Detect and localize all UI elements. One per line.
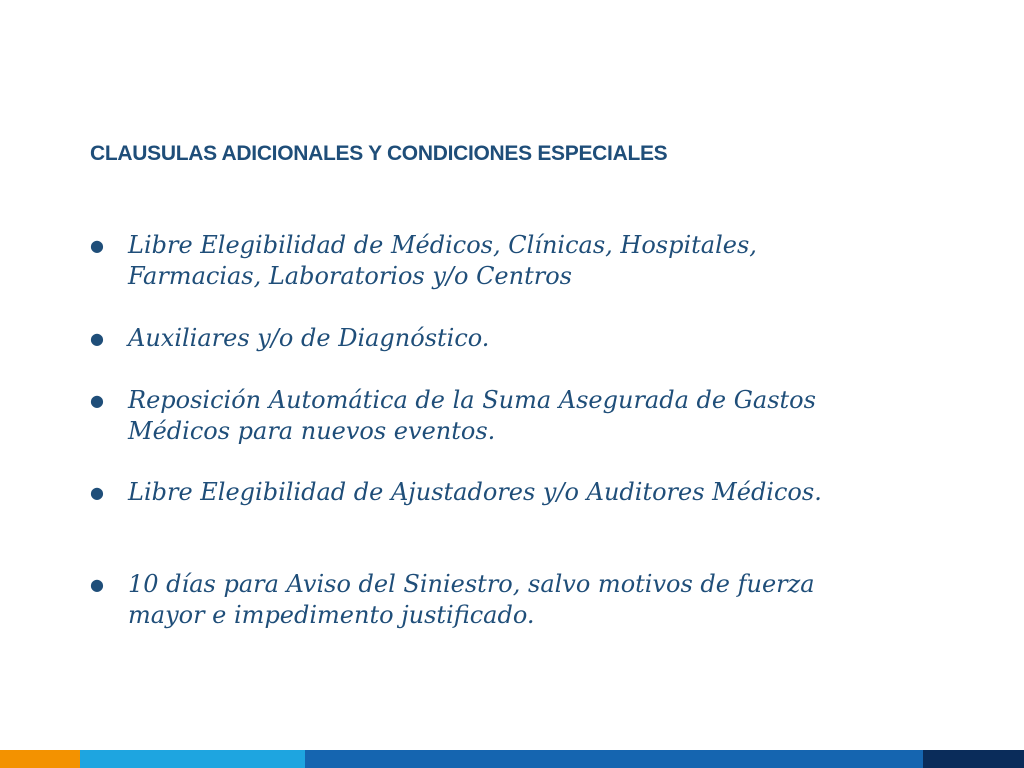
bullet-icon: ● — [90, 236, 104, 255]
list-item — [90, 323, 910, 354]
list-item — [90, 477, 910, 508]
bullet-icon: ● — [90, 575, 104, 594]
footer-bar-dark-blue-segment — [923, 750, 1024, 768]
footer-bar-light-blue-segment — [80, 750, 305, 768]
bullet-icon: ● — [90, 329, 104, 348]
bullet-text: Auxiliares y/o de Diagnóstico. — [128, 324, 490, 352]
list-item — [90, 569, 910, 631]
bullet-icon: ● — [90, 483, 104, 502]
bullet-text: 10 días para Aviso del Siniestro, salvo motivos de fuerza mayor e impedimento justificado. — [128, 570, 815, 629]
bullet-text: Libre Elegibilidad de Médicos, Clínicas, Hospitales, Farmacias, Laboratorios y/o Centros — [128, 231, 757, 290]
bullet-icon: ● — [90, 391, 104, 410]
bullet-text: Reposición Automática de la Suma Asegurada de Gastos Médicos para nuevos eventos. — [128, 386, 816, 445]
footer-bar-blue-segment — [305, 750, 923, 768]
bullet-text: Libre Elegibilidad de Ajustadores y/o Auditores Médicos. — [128, 478, 822, 506]
slide-title: CLAUSULAS ADICIONALES Y CONDICIONES ESPECIALES — [90, 142, 668, 165]
list-item — [90, 230, 910, 292]
footer-bar-orange-segment — [0, 750, 80, 768]
list-item — [90, 385, 910, 447]
footer-color-bar — [0, 750, 1024, 768]
